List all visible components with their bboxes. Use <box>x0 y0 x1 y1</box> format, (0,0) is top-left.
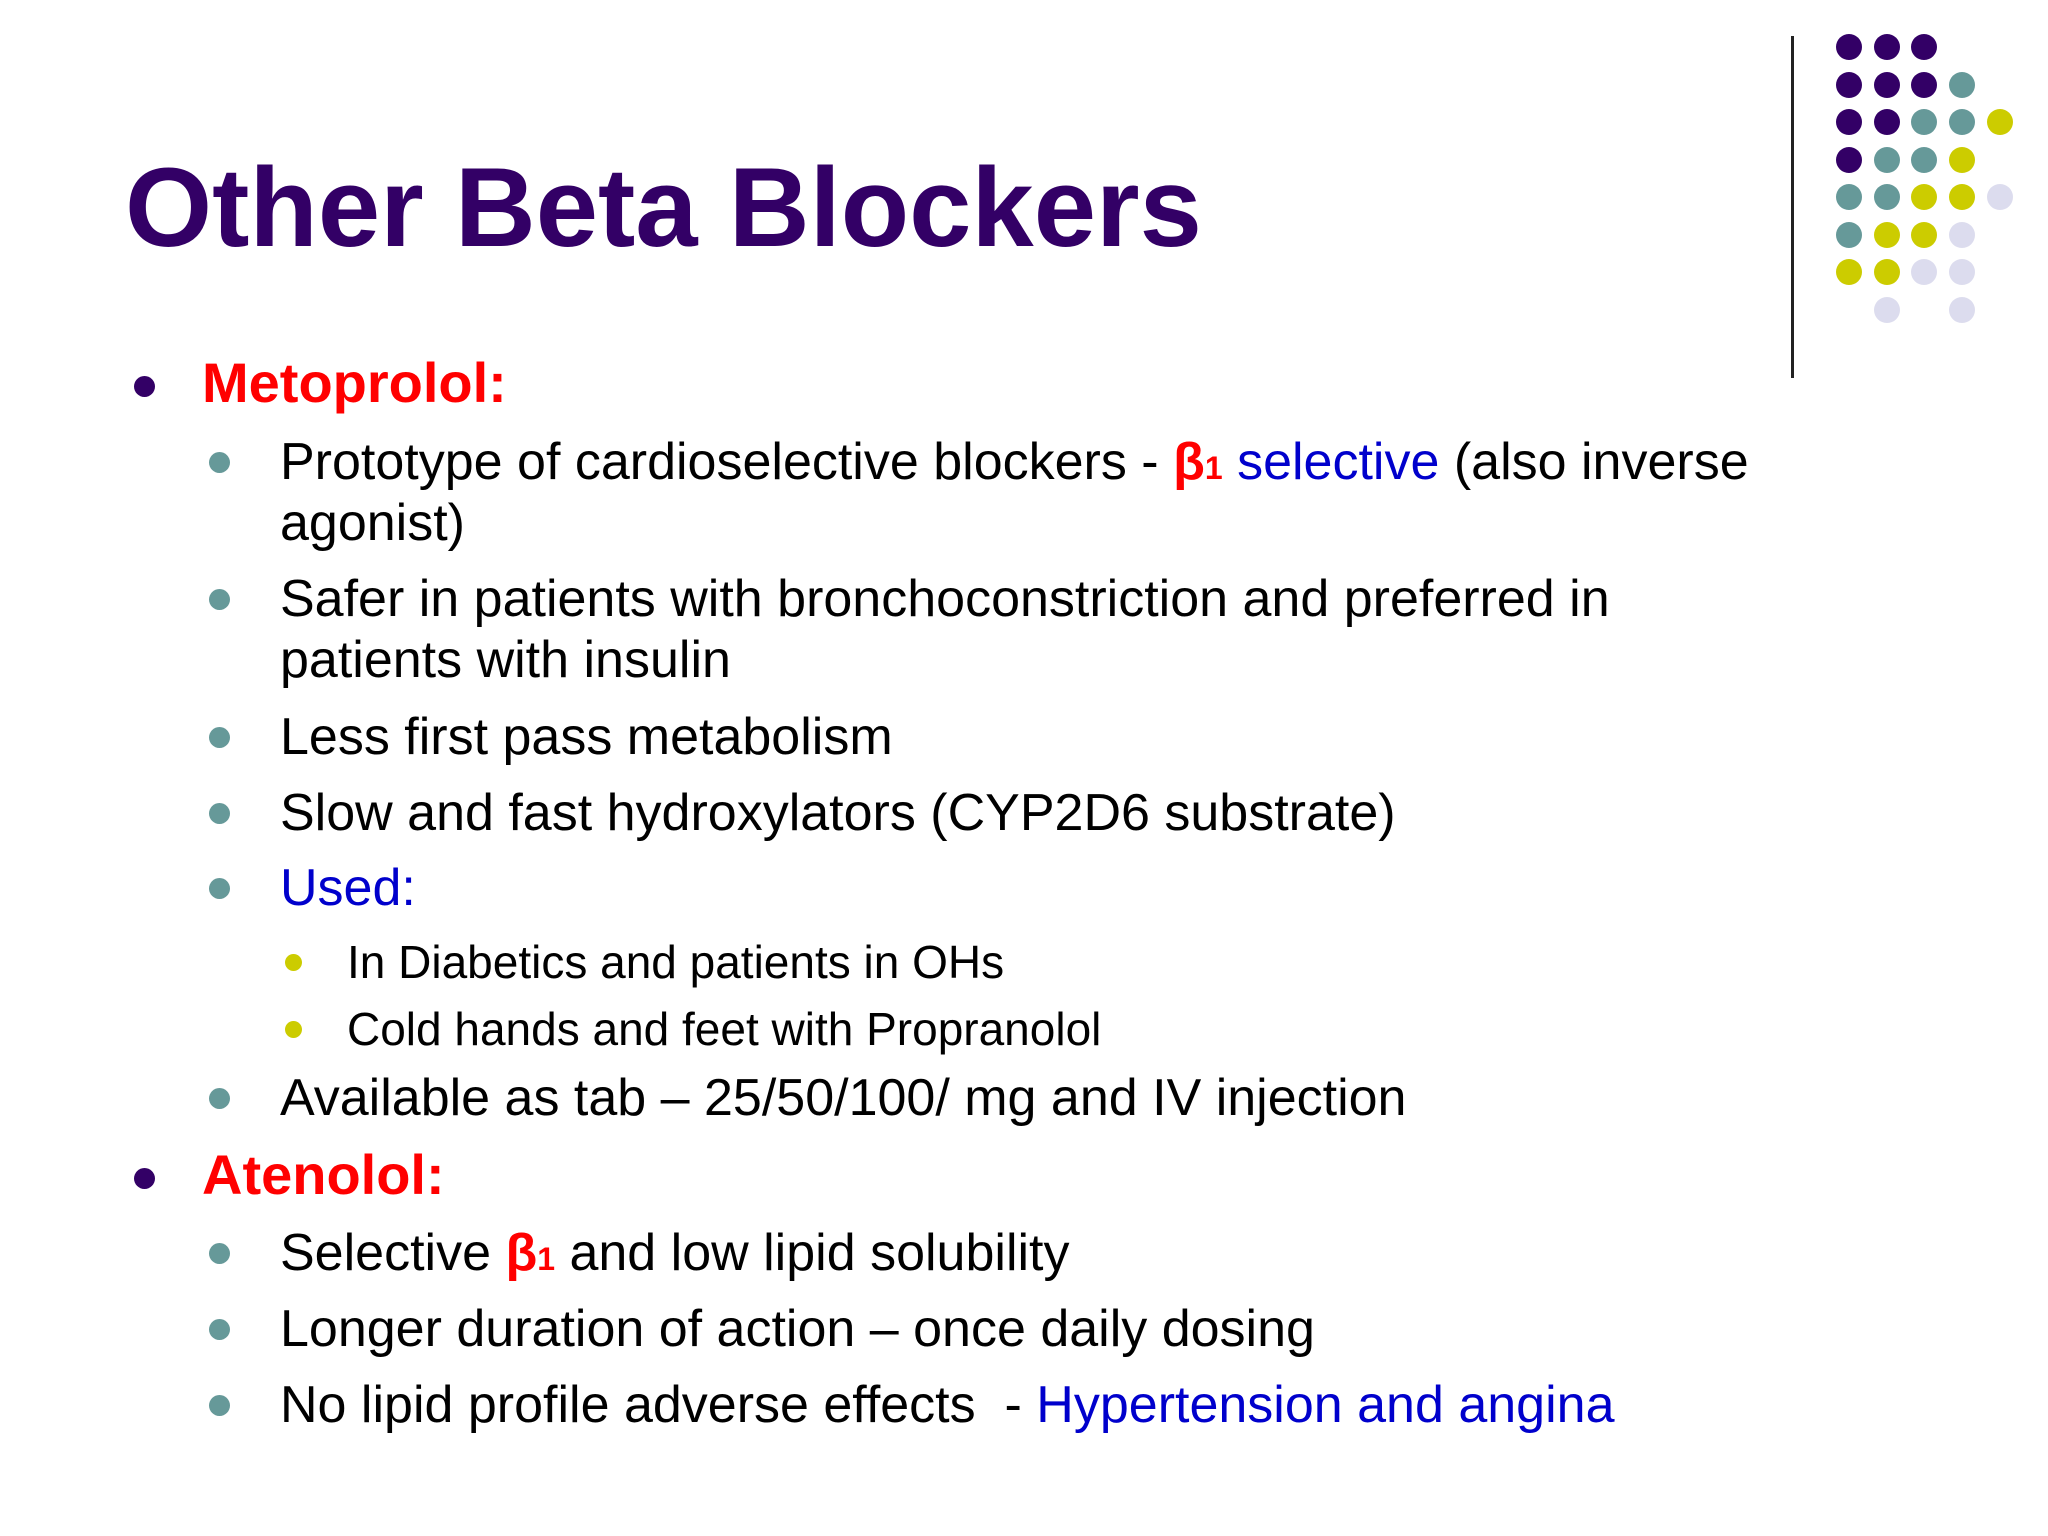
bullet-dot <box>285 1021 302 1038</box>
decor-dot <box>1874 109 1900 135</box>
bullet-metoprolol-heading <box>202 352 507 414</box>
bullet-available <box>280 1067 1406 1129</box>
decor-dot <box>1949 109 1975 135</box>
decor-dot <box>1874 72 1900 98</box>
bullet-prototype-cont <box>280 492 465 554</box>
decor-dot <box>1949 184 1975 210</box>
text: and low lipid solubility <box>555 1224 1070 1282</box>
decor-dot <box>1911 222 1937 248</box>
beta-symbol: β <box>1173 433 1205 491</box>
heading-metoprolol: Metoprolol: <box>202 351 507 414</box>
bullet-dot <box>134 1168 155 1189</box>
bullet-dot <box>209 1243 230 1264</box>
bullet-hydroxylators <box>280 782 1396 844</box>
decor-dot <box>1836 147 1862 173</box>
beta-subscript: 1 <box>537 1241 555 1277</box>
decor-dot <box>1949 297 1975 323</box>
decor-dot <box>1874 259 1900 285</box>
text: Prototype of cardioselective blockers - <box>280 433 1174 491</box>
bullet-dot <box>209 1395 230 1416</box>
bullet-dot <box>209 878 230 899</box>
bullet-prototype <box>280 431 1749 499</box>
decor-dot <box>1911 72 1937 98</box>
text: In Diabetics and patients in OHs <box>347 936 1005 988</box>
decor-dot <box>1836 109 1862 135</box>
decor-dot <box>1836 72 1862 98</box>
decor-dot <box>1949 259 1975 285</box>
text: Slow and fast hydroxylators (CYP2D6 substrate) <box>280 784 1396 842</box>
decor-dot <box>1911 184 1937 210</box>
decor-dot <box>1949 72 1975 98</box>
hypertension-angina-text: Hypertension and angina <box>1036 1376 1615 1434</box>
decor-dot <box>1949 222 1975 248</box>
selective-text: selective <box>1222 433 1440 491</box>
text: No lipid profile adverse effects - <box>280 1376 1037 1434</box>
text: agonist) <box>280 494 465 552</box>
decor-dot <box>1911 109 1937 135</box>
bullet-dot <box>134 376 155 397</box>
beta-symbol: β <box>505 1224 538 1282</box>
decor-dot <box>1874 147 1900 173</box>
text: Available as tab – 25/50/100/ mg and IV injection <box>280 1069 1407 1127</box>
slide-title: Other Beta Blockers <box>125 145 1202 270</box>
bullet-longer-duration <box>280 1298 1315 1360</box>
bullet-used <box>280 857 416 919</box>
bullet-safer <box>280 568 1610 630</box>
bullet-first-pass <box>280 706 893 768</box>
decor-dot <box>1874 222 1900 248</box>
text: Cold hands and feet with Propranolol <box>347 1003 1102 1055</box>
bullet-dot <box>209 589 230 610</box>
decor-dot <box>1874 184 1900 210</box>
bullet-safer-cont <box>280 629 731 691</box>
subbullet-cold-hands <box>347 999 1101 1059</box>
decorative-dot-grid <box>0 0 2048 340</box>
bullet-selective <box>280 1222 1070 1290</box>
decor-dot <box>1911 259 1937 285</box>
decor-dot <box>1987 109 2013 135</box>
decor-dot <box>1836 34 1862 60</box>
text: patients with insulin <box>280 631 731 689</box>
decor-dot <box>1987 184 2013 210</box>
decor-dot <box>1836 222 1862 248</box>
bullet-dot <box>209 452 230 473</box>
bullet-lipid-profile <box>280 1374 1615 1436</box>
bullet-dot <box>209 1088 230 1109</box>
decor-dot <box>1911 34 1937 60</box>
bullet-atenolol-heading <box>202 1144 445 1206</box>
subbullet-diabetics <box>347 932 1004 992</box>
decor-dot <box>1874 34 1900 60</box>
decor-dot <box>1949 147 1975 173</box>
beta-subscript: 1 <box>1204 450 1223 486</box>
text: (also inverse <box>1439 433 1749 491</box>
text: Selective <box>280 1224 506 1282</box>
bullet-dot <box>209 727 230 748</box>
text: Longer duration of action – once daily dosing <box>280 1300 1315 1358</box>
decor-dot <box>1911 147 1937 173</box>
decor-dot <box>1836 184 1862 210</box>
decor-dot <box>1874 297 1900 323</box>
bullet-dot <box>285 954 302 971</box>
text: Used: <box>280 859 416 917</box>
bullet-dot <box>209 1319 230 1340</box>
text: Safer in patients with bronchoconstriction and preferred in <box>280 570 1610 628</box>
heading-atenolol: Atenolol: <box>202 1143 445 1206</box>
text: Less first pass metabolism <box>280 708 893 766</box>
bullet-dot <box>209 803 230 824</box>
decor-dot <box>1836 259 1862 285</box>
